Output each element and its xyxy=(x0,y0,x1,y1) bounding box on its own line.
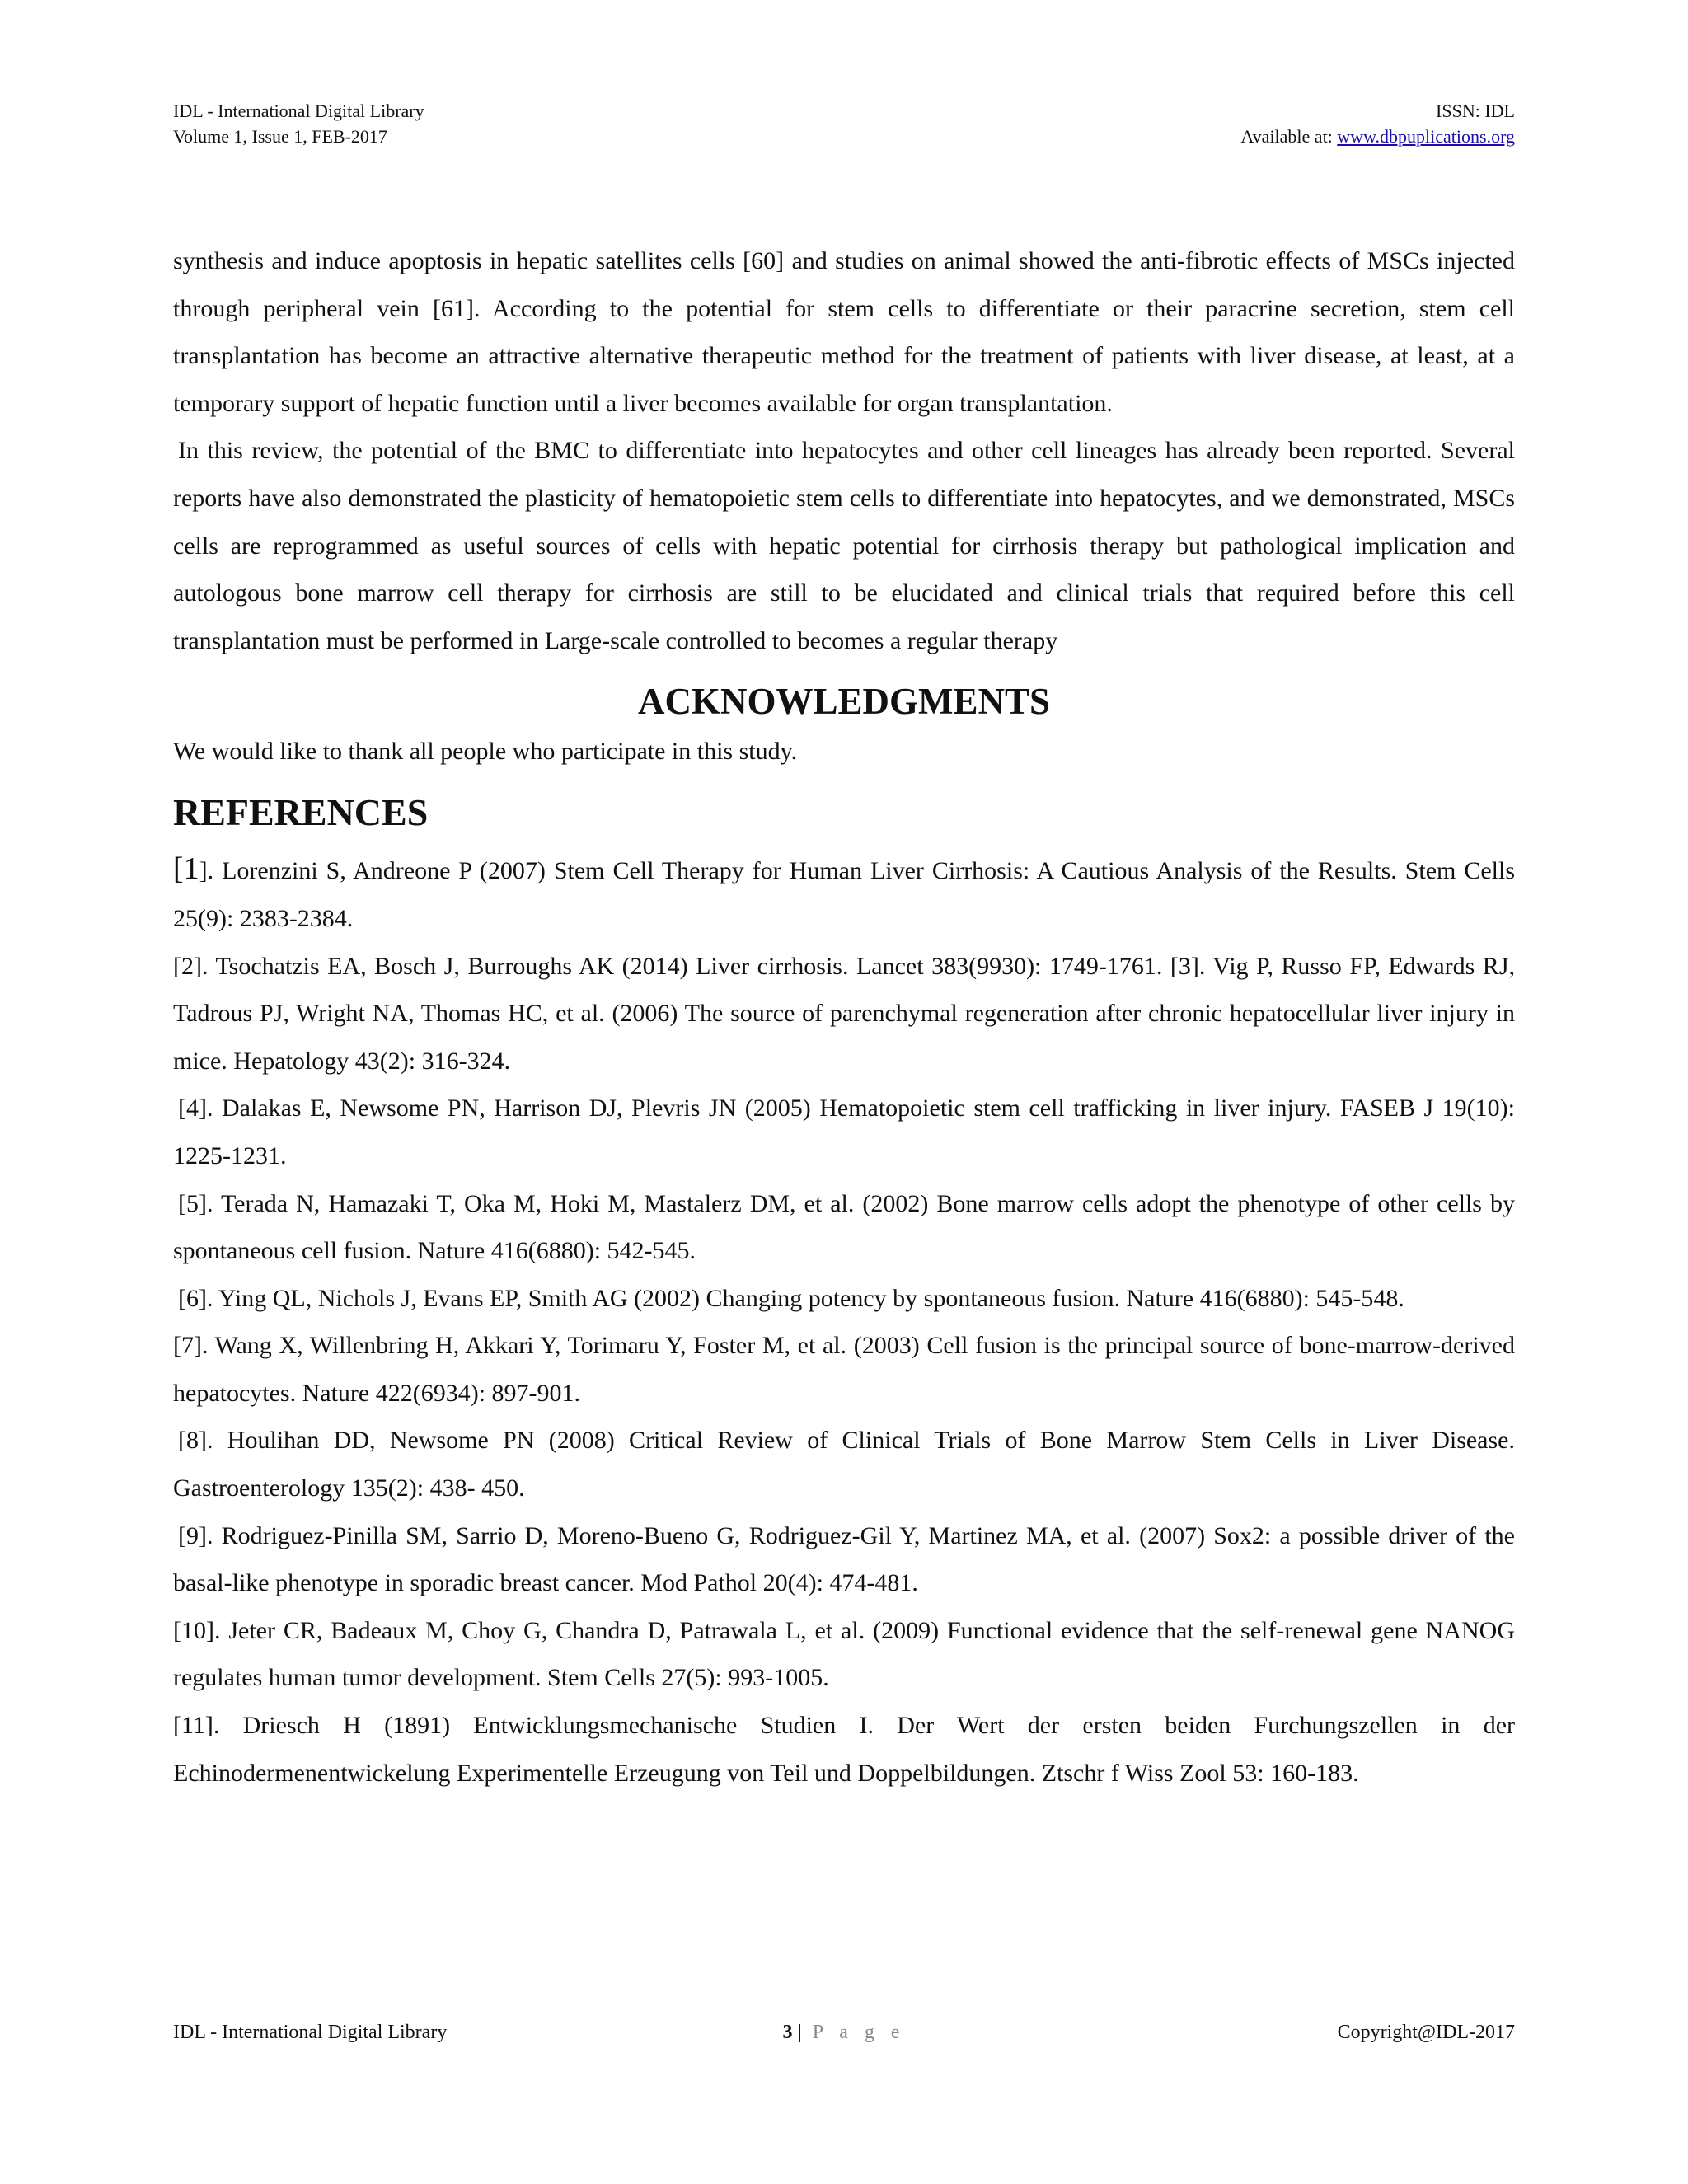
volume-issue: Volume 1, Issue 1, FEB-2017 xyxy=(173,126,387,147)
main-content xyxy=(173,237,1515,1797)
references-heading: REFERENCES xyxy=(173,791,429,834)
reference-item-7: [7]. Wang X, Willenbring H, Akkari Y, Torimaru Y, Foster M, et al. (2003) Cell fusion is the principal source of bone-marrow-derived hepatocytes. Nature 422(6934): 897-901. xyxy=(173,1332,1515,1407)
acknowledgments-text: We would like to thank all people who participate in this study. xyxy=(173,738,798,766)
reference-item-6: [6]. Ying QL, Nichols J, Evans EP, Smith AG (2002) Changing potency by spontaneous fusion. Nature 416(6880): 545-548. xyxy=(178,1284,1404,1312)
reference-item-9: [9]. Rodriguez-Pinilla SM, Sarrio D, Moreno-Bueno G, Rodriguez-Gil Y, Martinez MA, et al. (2007) Sox2: a possible driver of the basal-like phenotype in sporadic breast cancer. Mod Pathol 20(4): 474-481. xyxy=(173,1521,1515,1597)
available-at-label: Available at: xyxy=(1240,126,1338,147)
page-header-right xyxy=(1240,98,1515,149)
reference-item-10: [10]. Jeter CR, Badeaux M, Choy G, Chandra D, Patrawala L, et al. (2009) Functional evidence that the self-renewal gene NANOG regulates human tumor development. Stem Cells 27(5): 993-1005. xyxy=(173,1616,1515,1692)
reference-item-2: [2]. Tsochatzis EA, Bosch J, Burroughs AK (2014) Liver cirrhosis. Lancet 383(9930): 1749-1761. [3]. Vig P, Russo FP, Edwards RJ, Tadrous PJ, Wright NA, Thomas HC, et al. (2006) The source of parenchymal regeneration after chronic hepatocellular liver injury in mice. Hepatology 43(2): 316-324. xyxy=(173,952,1515,1075)
body-paragraph-1: synthesis and induce apoptosis in hepatic satellites cells [60] and studies on animal showed the anti-fibrotic effects of MSCs injected through peripheral vein [61]. According to the potential for stem cells to differentiate or their paracrine secretion, stem cell transplantation has become an attractive alternative therapeutic method for the treatment of patients with liver disease, at least, at a temporary support of hepatic function until a liver becomes available for organ transplantation. xyxy=(173,247,1515,417)
page-number: 3 xyxy=(782,2022,793,2043)
page-label: P a g e xyxy=(801,2022,906,2043)
page-header-left xyxy=(173,98,424,149)
journal-name: IDL - International Digital Library xyxy=(173,101,424,121)
reference-list xyxy=(173,846,1515,1797)
reference-item-5: [5]. Terada N, Hamazaki T, Oka M, Hoki M, Mastalerz DM, et al. (2002) Bone marrow cells adopt the phenotype of other cells by spontaneous cell fusion. Nature 416(6880): 542-545. xyxy=(173,1189,1515,1265)
footer-copyright: Copyright@IDL-2017 xyxy=(1337,2022,1515,2043)
reference-item-8: [8]. Houlihan DD, Newsome PN (2008) Critical Review of Clinical Trials of Bone Marrow Stem Cells in Liver Disease. Gastroenterology 135(2): 438- 450. xyxy=(173,1427,1515,1502)
publisher-link[interactable]: www.dbpuplications.org xyxy=(1337,126,1515,147)
reference-item-11: [11]. Driesch H (1891) Entwicklungsmechanische Studien I. Der Wert der ersten beiden Furchungszellen in der Echinodermenentwickelung Experimentelle Erzeugung von Teil und Doppelbildungen. Ztschr f Wiss Zool 53: 160-183. xyxy=(173,1712,1515,1787)
reference-1-number: [1 xyxy=(173,851,199,887)
acknowledgments-heading: ACKNOWLEDGMENTS xyxy=(637,681,1051,723)
reference-item-4: [4]. Dalakas E, Newsome PN, Harrison DJ, Plevris JN (2005) Hematopoietic stem cell trafficking in liver injury. FASEB J 19(10): 1225-1231. xyxy=(173,1094,1515,1169)
reference-item-1 xyxy=(173,846,1515,942)
reference-1-text: ]. Lorenzini S, Andreone P (2007) Stem Cell Therapy for Human Liver Cirrhosis: A Cautious Analysis of the Results. Stem Cells 25(9): 2383-2384. xyxy=(173,857,1515,932)
footer-left: IDL - International Digital Library xyxy=(173,2022,448,2043)
body-paragraph-2: In this review, the potential of the BMC to differentiate into hepatocytes and other cell lineages has already been reported. Several reports have also demonstrated the plasticity of hematopoietic stem cells to differentiate into hepatocytes, and we demonstrated, MSCs cells are reprogrammed as useful sources of cells with hepatic potential for cirrhosis therapy but pathological implication and autologous bone marrow cell therapy for cirrhosis are still to be elucidated and clinical trials that required before this cell transplantation must be performed in Large-scale controlled to becomes a regular therapy xyxy=(173,437,1515,654)
availability xyxy=(1240,124,1515,149)
page-separator: | xyxy=(797,2022,802,2043)
issn: ISSN: IDL xyxy=(1436,101,1515,121)
